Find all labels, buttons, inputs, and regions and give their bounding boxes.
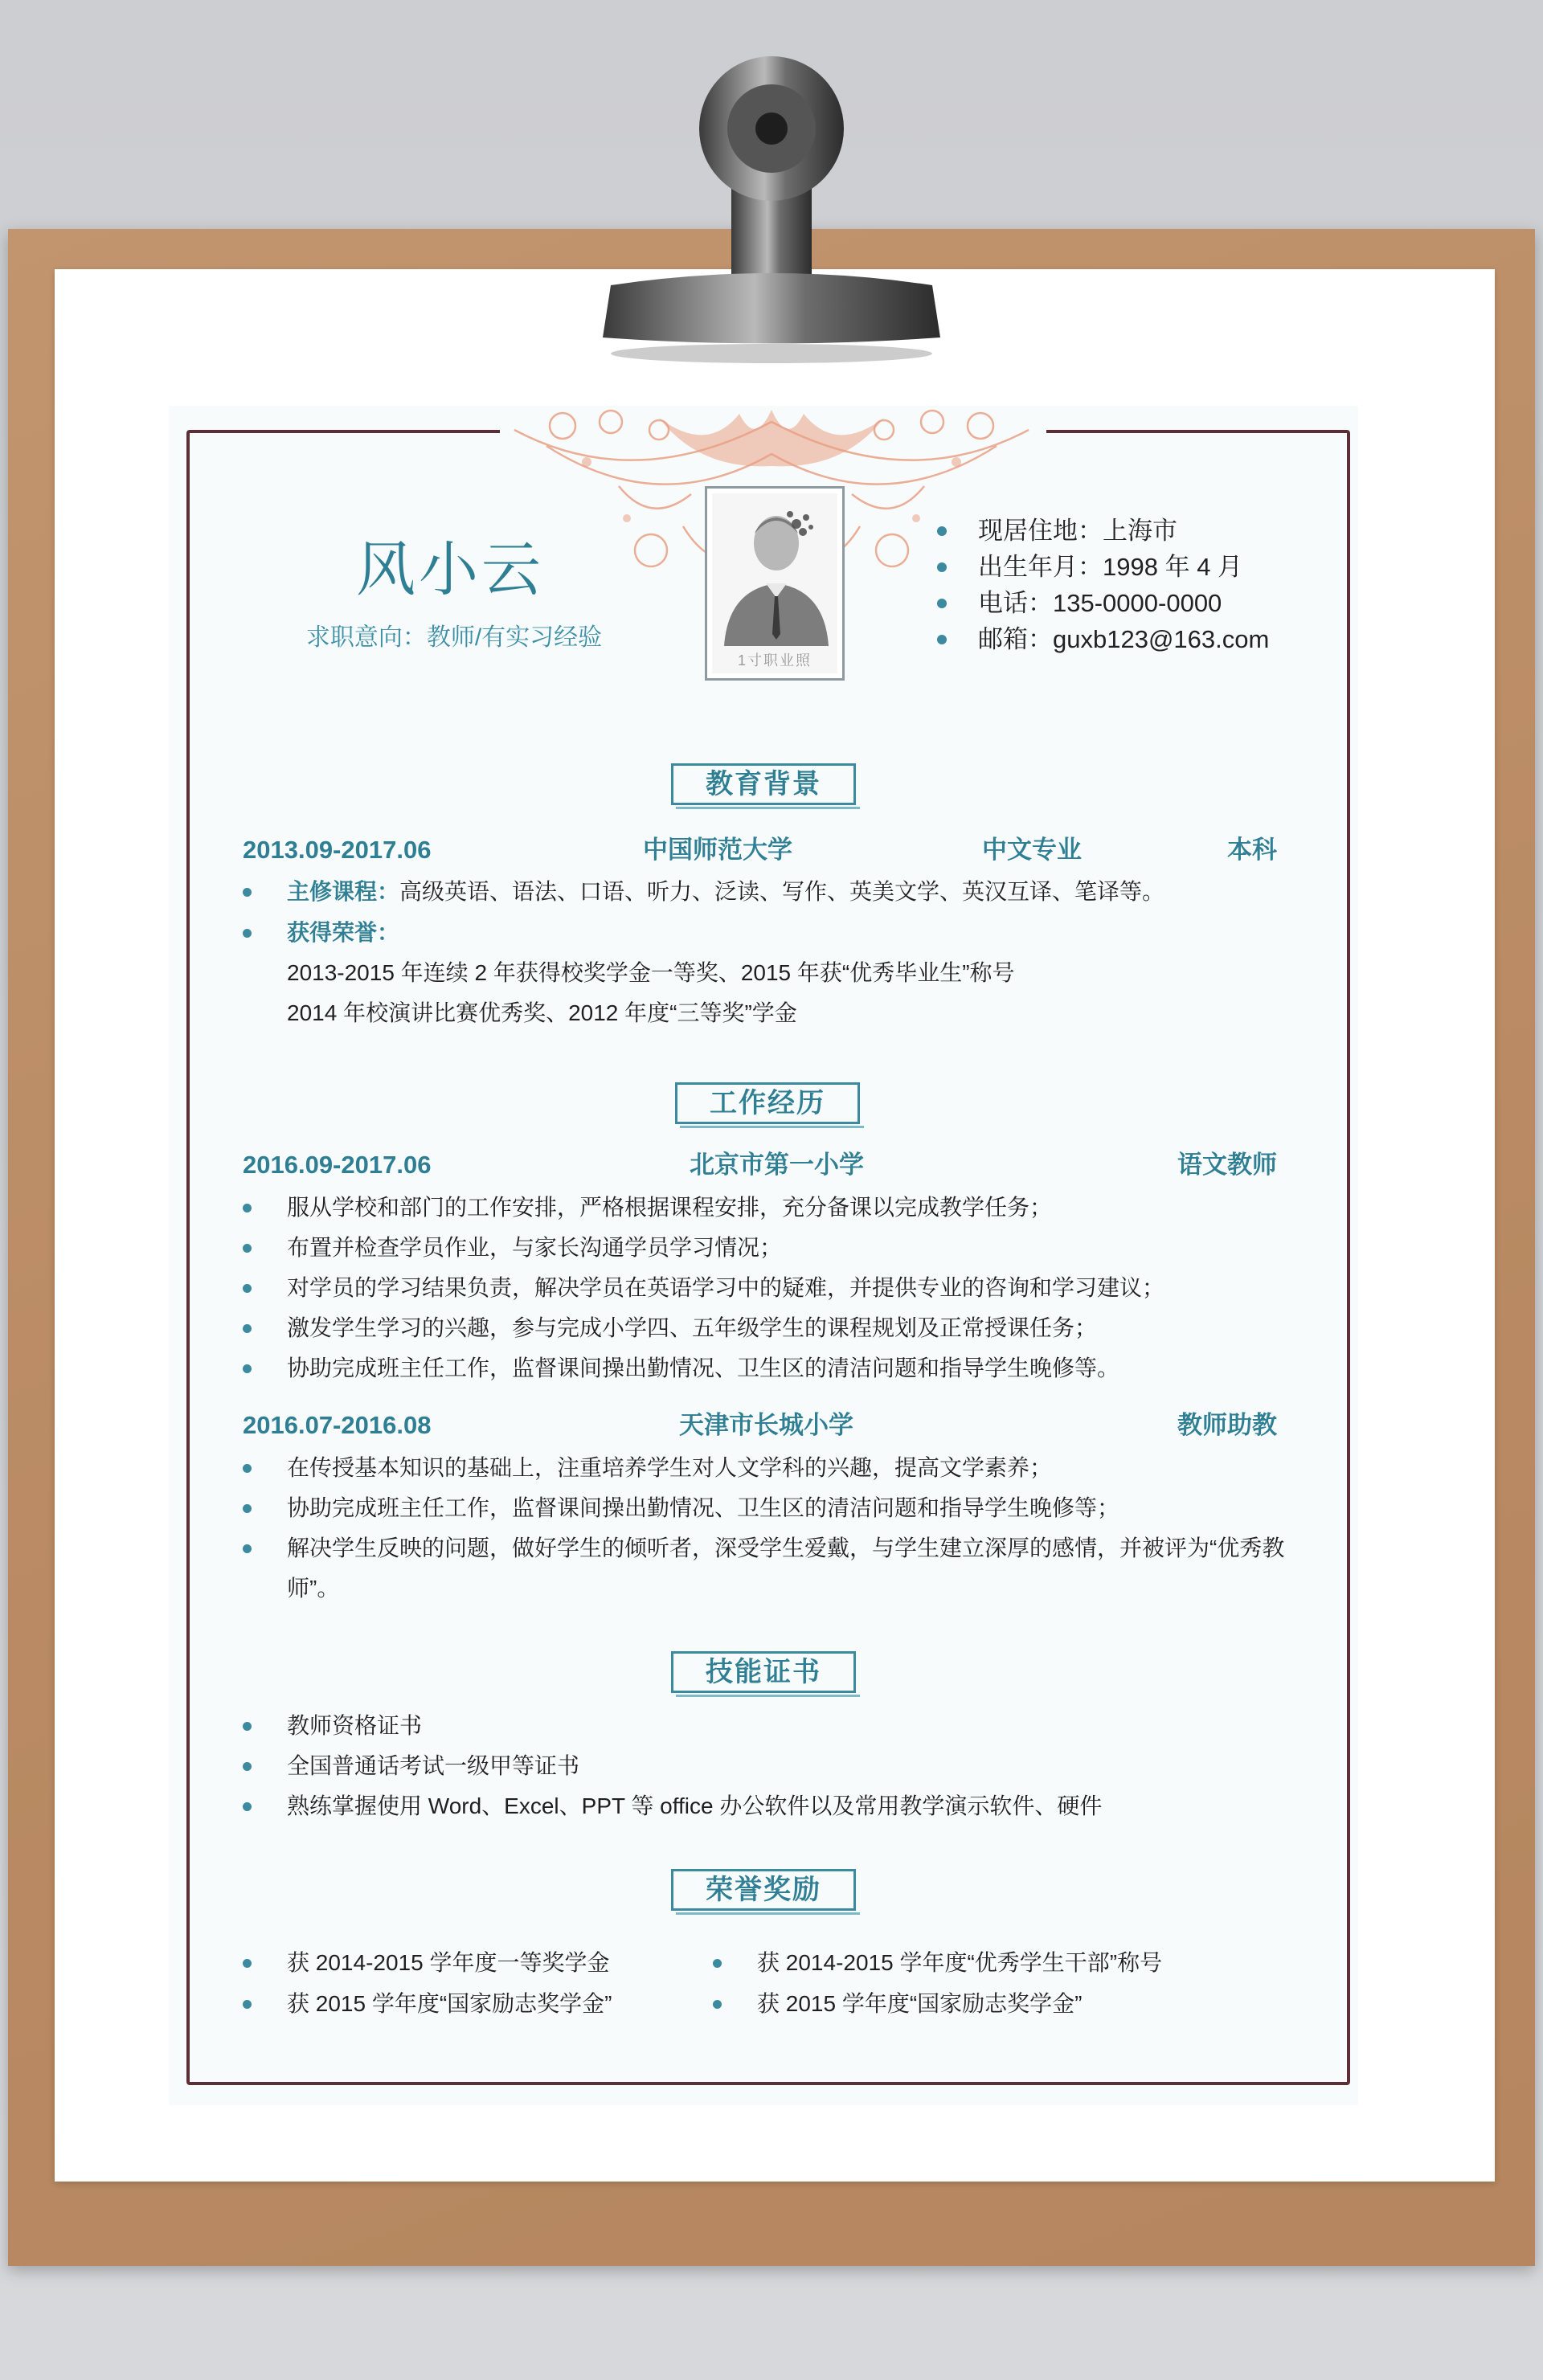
bullet-icon: [937, 562, 947, 572]
job-duty: 服从学校和部门的工作安排，严格根据课程安排，充分备课以完成教学任务；: [243, 1188, 1052, 1228]
photo-caption: 1寸职业照: [737, 652, 812, 669]
education-date: 2013.09-2017.06: [243, 836, 432, 864]
award-item: 获 2014-2015 学年度“优秀学生干部”称号: [713, 1943, 1162, 1983]
bullet-icon: [243, 2000, 252, 2009]
bullet-icon: [243, 1762, 252, 1771]
section-title-awards: 荣誉奖励: [671, 1869, 856, 1911]
bullet-icon: [243, 929, 252, 938]
profile-photo: [705, 486, 845, 681]
bullet-icon: [937, 635, 947, 644]
bullet-icon: [243, 1364, 252, 1373]
job-intent: 求职意向：教师/有实习经验: [305, 624, 603, 651]
bullet-icon: [937, 599, 947, 608]
bullet-icon: [243, 888, 252, 897]
bullet-icon: [243, 1324, 252, 1333]
binder-clip-icon: [579, 44, 956, 366]
job-org: 天津市长城小学: [679, 1411, 853, 1439]
contact-item: 现居住地：上海市: [932, 513, 1350, 549]
section-title-work: 工作经历: [675, 1082, 860, 1124]
award-item: 获 2014-2015 学年度一等奖学金: [243, 1943, 609, 1983]
education-honor-line: 2014 年校演讲比赛优秀奖、2012 年度“三等奖”学金: [287, 1000, 797, 1025]
award-item: 获 2015 学年度“国家励志奖学金”: [713, 1984, 1083, 2024]
education-school: 中国师范大学: [643, 836, 792, 864]
avatar-icon: [716, 493, 837, 654]
job-duty: 协助完成班主任工作，监督课间操出勤情况、卫生区的清洁问题和指导学生晚修等。: [243, 1348, 1119, 1388]
bullet-icon: [243, 1464, 252, 1473]
contact-list: [932, 513, 1350, 657]
skill-item: 教师资格证书: [243, 1706, 422, 1746]
candidate-name: 风小云: [356, 536, 544, 603]
job-duty: 激发学生学习的兴趣，参与完成小学四、五年级学生的课程规划及正常授课任务；: [243, 1308, 1097, 1348]
job-role: 教师助教: [1177, 1411, 1277, 1439]
job-duty: 协助完成班主任工作，监督课间操出勤情况、卫生区的清洁问题和指导学生晚修等；: [243, 1488, 1119, 1528]
education-degree: 本科: [1227, 836, 1277, 864]
job-org: 北京市第一小学: [690, 1151, 864, 1179]
education-courses: 主修课程：高级英语、语法、口语、听力、泛读、写作、英美文学、英汉互译、笔译等。: [243, 872, 1164, 912]
bullet-icon: [713, 2000, 722, 2009]
job-duty: 在传授基本知识的基础上，注重培养学生对人文学科的兴趣，提高文学素养；: [243, 1448, 1052, 1488]
bullet-icon: [243, 1284, 252, 1293]
job-duty: 对学员的学习结果负责，解决学员在英语学习中的疑难，并提供专业的咨询和学习建议；: [243, 1268, 1164, 1308]
education-honor-line: 2013-2015 年连续 2 年获得校奖学金一等奖、2015 年获“优秀毕业生”称号: [287, 960, 1015, 985]
job-duty-continued: 师”。: [287, 1576, 340, 1601]
contact-item: 出生年月：1998 年 4 月: [932, 549, 1350, 585]
bullet-icon: [243, 1504, 252, 1513]
bullet-icon: [243, 1244, 252, 1253]
job-role: 语文教师: [1177, 1151, 1277, 1179]
bullet-icon: [243, 1544, 252, 1553]
job-date: 2016.07-2016.08: [243, 1411, 432, 1439]
section-title-education: 教育背景: [671, 763, 856, 805]
contact-item: 邮箱：guxb123@163.com: [932, 621, 1350, 657]
section-title-skills: 技能证书: [671, 1651, 856, 1693]
bullet-icon: [243, 1722, 252, 1731]
award-item: 获 2015 学年度“国家励志奖学金”: [243, 1984, 612, 2024]
education-honors-label: 获得荣誉：: [243, 913, 399, 953]
job-duty: 布置并检查学员作业，与家长沟通学员学习情况；: [243, 1228, 782, 1268]
contact-item: 电话：135-0000-0000: [932, 585, 1350, 621]
job-duty: 解决学生反映的问题，做好学生的倾听者，深受学生爱戴，与学生建立深厚的感情，并被评为“优秀教: [243, 1528, 1284, 1568]
skill-item: 全国普通话考试一级甲等证书: [243, 1746, 579, 1786]
education-major: 中文专业: [982, 836, 1082, 864]
bullet-icon: [243, 1959, 252, 1968]
bullet-icon: [243, 1802, 252, 1811]
skill-item: 熟练掌握使用 Word、Excel、PPT 等 office 办公软件以及常用教学演示软件、硬件: [243, 1786, 1102, 1826]
bullet-icon: [937, 526, 947, 536]
bullet-icon: [713, 1959, 722, 1968]
bullet-icon: [243, 1204, 252, 1212]
job-date: 2016.09-2017.06: [243, 1151, 432, 1179]
